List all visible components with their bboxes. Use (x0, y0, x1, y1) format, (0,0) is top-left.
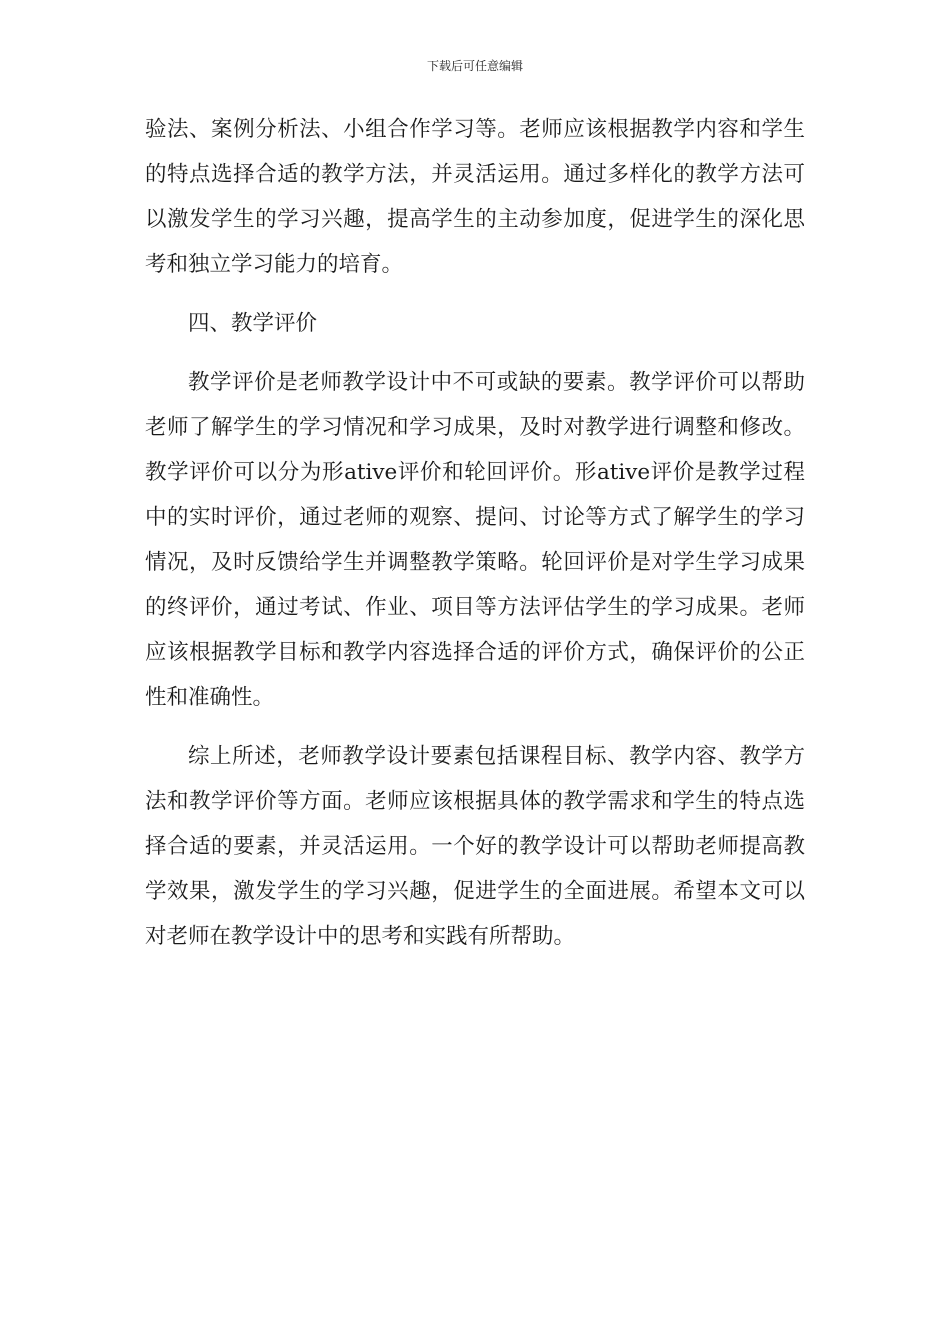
paragraph-teaching-methods-continued: 验法、案例分析法、小组合作学习等。老师应该根据教学内容和学生的特点选择合适的教学方法，并灵活运用。通过多样化的教学方法可以激发学生的学习兴趣，提高学生的主动参加度，促进学生的深化思考和独立学习能力的培育。 (145, 117, 805, 277)
document-body (145, 107, 805, 973)
paragraph-teaching-evaluation: 教学评价是老师教学设计中不可或缺的要素。教学评价可以帮助老师了解学生的学习情况和学习成果，及时对教学进行调整和修改。教学评价可以分为形ative评价和轮回评价。形ative评价是教学过程中的实时评价，通过老师的观察、提问、讨论等方式了解学生的学习情况，及时反馈给学生并调整教学策略。轮回评价是对学生学习成果的终评价，通过考试、作业、项目等方法评估学生的学习成果。老师应该根据教学目标和教学内容选择合适的评价方式，确保评价的公正性和准确性。 (145, 370, 805, 710)
section-heading-teaching-evaluation: 四、教学评价 (188, 311, 318, 336)
paragraph-conclusion: 综上所述，老师教学设计要素包括课程目标、教学内容、教学方法和教学评价等方面。老师应该根据具体的教学需求和学生的特点选择合适的要素，并灵活运用。一个好的教学设计可以帮助老师提高教学效果，激发学生的学习兴趣，促进学生的全面进展。希望本文可以对老师在教学设计中的思考和实践有所帮助。 (145, 744, 805, 949)
header-note: 下载后可任意编辑 (426, 59, 523, 73)
